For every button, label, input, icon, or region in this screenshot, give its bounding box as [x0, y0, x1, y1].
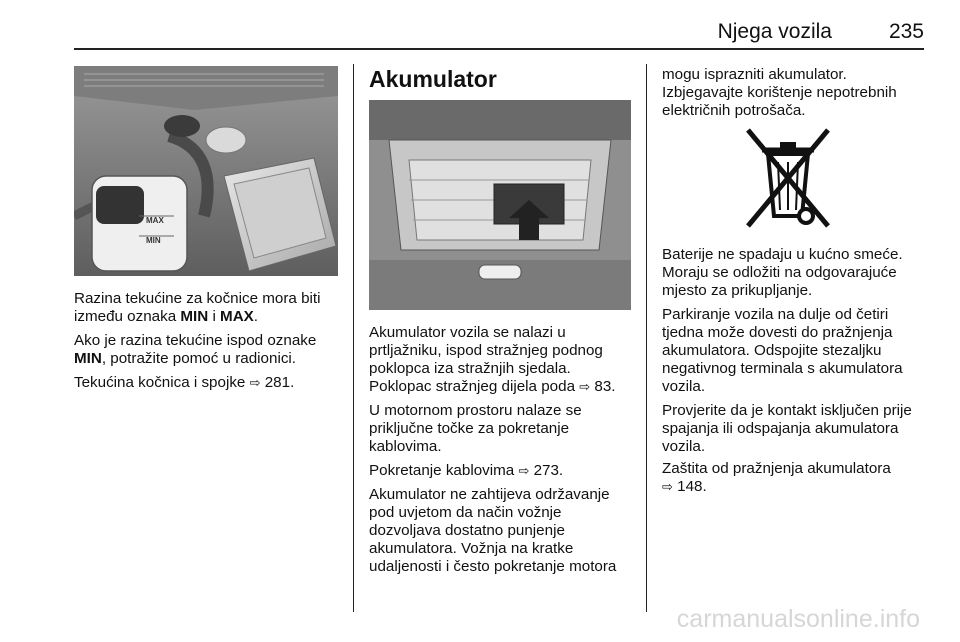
battery-location-paragraph[interactable]: Akumulator vozila se nalazi u prtljažniku, ispod stražnjeg podnog poklopca iza stražnjih sjedala. Poklopac stražnjeg dijela poda ⇨ 83.	[369, 324, 616, 395]
column-divider-2	[646, 64, 647, 612]
page-header	[74, 0, 924, 48]
discharge-paragraph: mogu isprazniti akumulator. Izbjegavajte korištenje nepotrebnih električnih potrošača.	[662, 66, 897, 119]
page-ref-arrow-icon: ⇨	[249, 376, 261, 391]
jump-start-reference[interactable]: Pokretanje kablovima ⇨ 273.	[369, 462, 564, 479]
brake-fluid-reservoir-image	[74, 66, 338, 276]
battery-location-image	[369, 100, 631, 310]
ignition-paragraph: Provjerite da je kontakt isključen prije spajanja ili odspajanja akumulatora vozila.	[662, 402, 912, 455]
discharge-protection-reference[interactable]: Zaštita od pražnjenja akumulatora ⇨ 148.	[662, 460, 891, 495]
brake-level-paragraph: Razina tekućine za kočnice mora biti između oznaka MIN i MAX.	[74, 290, 321, 325]
header-rule	[74, 48, 924, 50]
page-ref-arrow-icon: ⇨	[518, 464, 530, 479]
watermark: carmanualsonline.info	[676, 605, 920, 633]
disposal-paragraph: Baterije ne spadaju u kućno smeće. Moraju se odložiti na odgovarajuće mjesto za prikupljanje.	[662, 246, 903, 299]
wheelie-bin-icon	[738, 126, 838, 230]
min-level-paragraph: Ako je razina tekućine ispod oznake MIN, potražite pomoć u radionici.	[74, 332, 317, 367]
jump-points-paragraph: U motornom prostoru nalaze se priključne točke za pokretanje kablovima.	[369, 402, 582, 455]
page-number: 235	[888, 20, 924, 43]
brake-fluid-reference[interactable]: Tekućina kočnica i spojke ⇨ 281.	[74, 374, 295, 391]
column-divider-1	[353, 64, 354, 612]
parking-paragraph: Parkiranje vozila na dulje od četiri tjedna može dovesti do pražnjenja akumulatora. Odspojite stezaljku negativnog terminala s akumulatora vozila.	[662, 306, 903, 395]
page-ref-arrow-icon: ⇨	[662, 480, 673, 495]
min-mark-label: MIN	[146, 236, 161, 245]
maintenance-paragraph: Akumulator ne zahtijeva održavanje pod uvjetom da način vožnje dozvoljava dostatno punjenje akumulatora. Vožnja na kratke udaljenosti i često pokretanje motora	[369, 486, 617, 575]
section-heading: Akumulator	[369, 66, 497, 92]
max-mark-label: MAX	[146, 216, 164, 225]
section-title: Njega vozila	[717, 20, 832, 43]
page-ref-arrow-icon: ⇨	[579, 380, 591, 395]
engine-bay-illustration	[74, 66, 338, 276]
trunk-illustration	[369, 100, 631, 310]
